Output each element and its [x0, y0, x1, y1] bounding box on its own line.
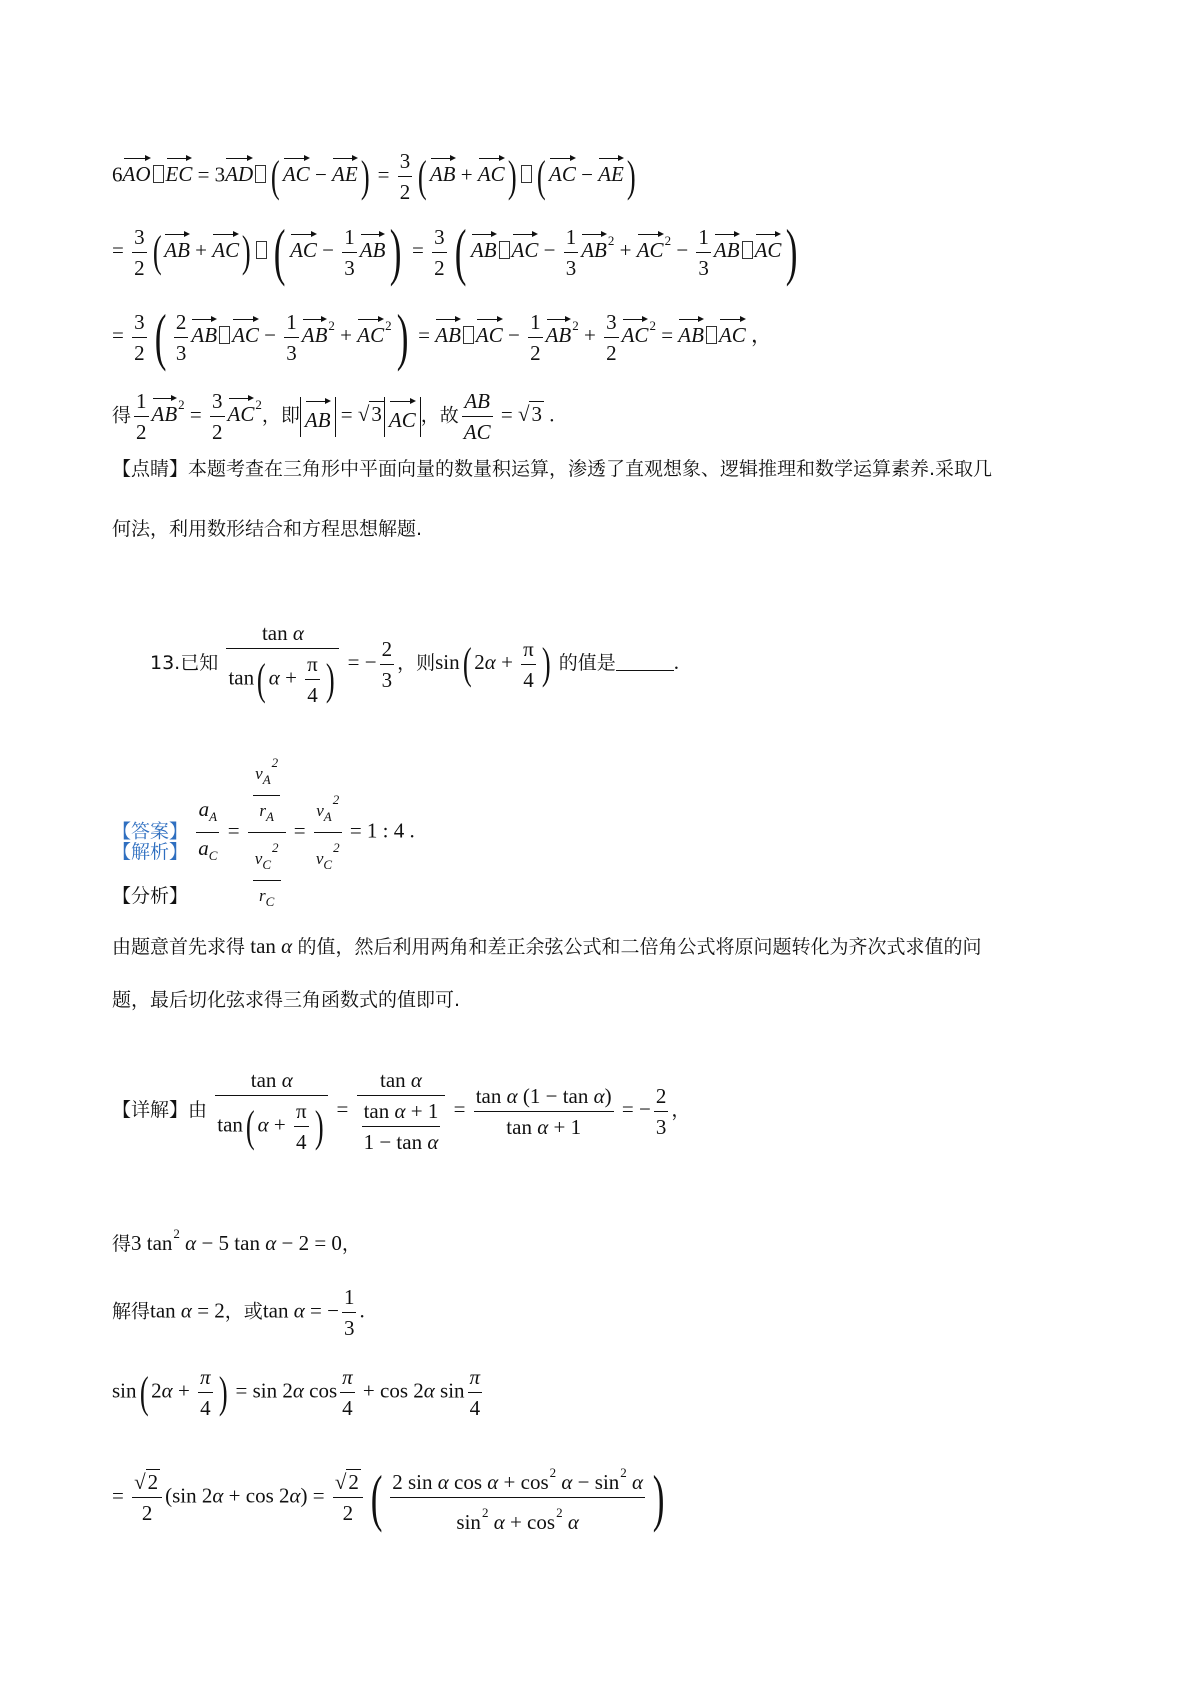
- line4-mid1: ，即: [261, 404, 300, 427]
- step2-prefix: 解得: [112, 1300, 151, 1323]
- step1-prefix: 得: [112, 1233, 132, 1255]
- q13-suffix: 的值是: [558, 651, 616, 674]
- step-4: = $\frac{√2}{2}$ (sin 2α + cos 2α) = $\frac{√2}{2}$ ( $\frac{2 \sin \alpha \cos \alpha + \cos^2 \alpha - \sin^2 \alpha}{\sin^2 \alpha + \cos^2 \alpha}$ ): [112, 1458, 669, 1537]
- step1-end: ，: [341, 1233, 361, 1255]
- question-13: 13.已知 tan α tan( α + $\frac{\pi}{4}$ ) = − $\frac{2}{3}$ ，则sin( 2α + $\frac{\pi}{4}$ ) 的值是 .: [150, 618, 679, 710]
- q13-mid: ，则: [397, 651, 436, 674]
- q13-blank: [616, 652, 674, 671]
- fenxi-line-2: [112, 986, 460, 1014]
- step-2: 解得tan α = 2，或tan α = − $\frac{1}{3}$ .: [112, 1282, 365, 1343]
- xiangjie-line: 【详解】由 tan α tan( α + $\frac{\pi}{4}$ ) = $\frac{\text{tan α}}{\frac{\text{tan α + 1}}{\text{1 − tan α}}}$ = $\frac{\text{tan α (1 − tan α)}}{\text{tan α + 1}}$ = − $\frac{2}{3}$ ，: [112, 1065, 690, 1157]
- q13-prefix: 13.已知: [150, 651, 219, 674]
- step-3: sin( 2α + $\frac{\pi}{4}$ ) = sin 2α cos $\frac{\pi}{4}$ + cos 2α sin $\frac{\pi}{4}$: [112, 1362, 485, 1423]
- line4-mid2: ，故: [420, 404, 459, 427]
- dianjing-text-2: 何法，利用数形结合和方程思想解题.: [112, 518, 423, 540]
- q13-end: .: [673, 649, 679, 674]
- dianjing-line-2: [112, 515, 422, 543]
- xiangjie-comma: ，: [671, 1098, 691, 1121]
- xiangjie-label: 【详解】: [112, 1098, 189, 1121]
- dianjing-text-1: 本题考查在三角形中平面向量的数量积运算，渗透了直观想象、逻辑推理和数学运算素养.采取几: [188, 458, 993, 480]
- fenxi-text-1b: 的值，然后利用两角和差正余弦公式和二倍角公式将原问题转化为齐次式求值的问: [297, 936, 982, 958]
- jiexi-label: 【解析】: [112, 841, 189, 863]
- xiangjie-you: 由: [188, 1098, 208, 1121]
- line4-end: .: [549, 402, 555, 427]
- fenxi-line-1: 由题意首先求得 tan α 的值，然后利用两角和差正余弦公式和二倍角公式将原问题转化为齐次式求值的问: [112, 934, 982, 958]
- dianjing-line-1: [112, 455, 992, 483]
- answer-ratio: 1 : 4: [366, 818, 405, 843]
- equation-line-2: = $\frac{3}{2}$ ( AB + AC) ( AC − $\frac{1}{3}$ AB) = $\frac{3}{2}$ ( AB AC − $\frac{1}{3}$ $AB^2 + AC^2$ − $\frac{1}{3}$ AB AC): [112, 216, 798, 287]
- answer-label: 【答案】: [112, 820, 189, 843]
- answer-line: 【答案】 $\frac{a_A}{a_C}$ = $\frac{\frac{v_A^2}{r_A}}{\frac{v_C^2}{r_C}}$ = $\frac{v_A^2}{v_C^2}$ = 1 : 4 .: [112, 748, 415, 917]
- step2-mid: ，或: [224, 1300, 263, 1323]
- step2-end: .: [359, 1298, 365, 1323]
- fenxi-text-1a: 由题意首先求得: [112, 936, 246, 958]
- equation-line-1: 6AO EC = 3AD ( AC − AE) = $\frac{3}{2}$ ( AB + AC) ( AC − AE): [112, 146, 639, 207]
- step-1: 得3 $\tan^2 \alpha - 5$ tan α − 2 = 0，: [112, 1226, 361, 1255]
- fenxi-text-2: 题，最后切化弦求得三角函数式的值即可.: [112, 989, 461, 1011]
- equation-line-3: = $\frac{3}{2}$ ( $\frac{2}{3}$ AB AC − $\frac{1}{3}$ $AB^2 + AC^2$) = AB AC − $\frac{1}{2}$ $AB^2$ + $\frac{3}{2}$ $AC^2$ = AB AC ，: [112, 301, 773, 372]
- fenxi-label: 【分析】: [112, 885, 189, 907]
- line4-prefix: 得: [112, 404, 132, 427]
- equation-line-4: 得 $\frac{1}{2}$ $AB^2$ = $\frac{3}{2}$ $AC^2$，即 AB = √3 AC ，故 $\frac{AB}{AC}$ = √3 .: [112, 386, 554, 447]
- dianjing-label: 【点睛】: [112, 458, 189, 480]
